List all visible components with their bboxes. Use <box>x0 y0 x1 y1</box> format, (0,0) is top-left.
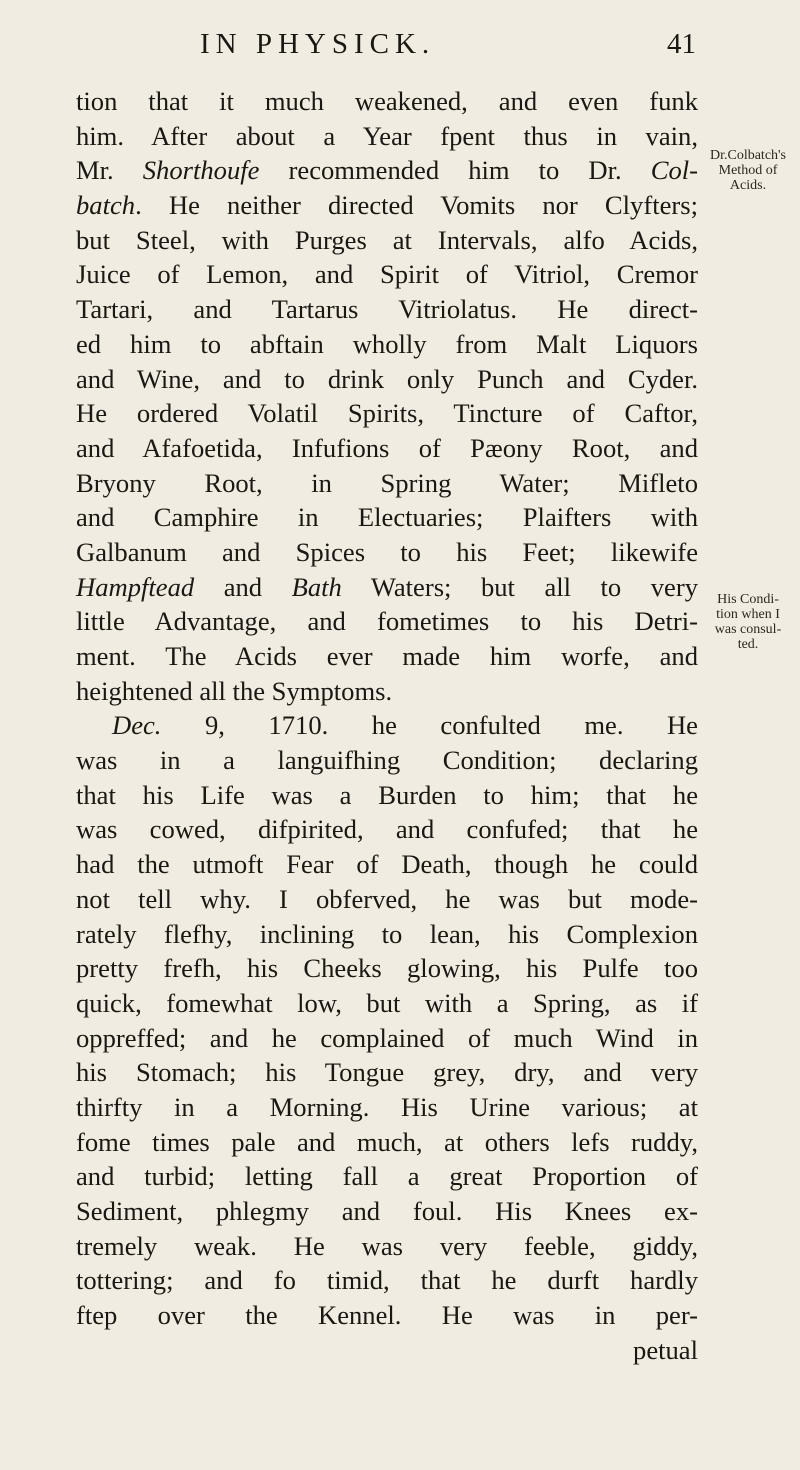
text-line <box>76 570 698 605</box>
margin-note-condition <box>698 592 798 652</box>
text-segment: recommended him to Dr. <box>259 155 651 186</box>
text-line <box>76 708 698 743</box>
margin-note-line: was consul- <box>714 622 782 637</box>
text-line: rately flefhy, inclining to lean, his Complexion <box>76 918 698 949</box>
text-line: him. After about a Year fpent thus in vain, <box>76 120 698 151</box>
margin-note-line: ted. <box>737 637 759 652</box>
text-line: little Advantage, and fometimes to his Detri- <box>76 606 698 637</box>
italic-date: Dec. <box>112 710 162 741</box>
text-line <box>76 153 698 188</box>
margin-note-line: Acids. <box>729 178 767 193</box>
text-line: and turbid; letting fall a great Proportion of <box>76 1161 698 1192</box>
text-line: heightened all the Symptoms. <box>76 675 393 706</box>
text-line: Sediment, phlegmy and foul. His Knees ex- <box>76 1196 698 1226</box>
text-segment: 9, 1710. he confulted me. He <box>161 710 698 741</box>
text-line: and Afafoetida, Infufions of Pæony Root, and <box>76 432 698 463</box>
text-line: pretty frefh, his Cheeks glowing, his Pulfe too <box>76 953 698 984</box>
text-line: and Wine, and to drink only Punch and Cyder. <box>76 363 698 394</box>
text-line: but Steel, with Purges at Intervals, alfo Acids, <box>76 224 698 255</box>
page-number: 41 <box>667 28 696 60</box>
catchword: petual <box>633 1334 698 1365</box>
text-line: tremely weak. He was very feeble, giddy, <box>76 1230 698 1261</box>
margin-note-line: His Condi- <box>717 592 779 607</box>
italic-name: Hampftead <box>76 571 195 602</box>
margin-note-line: Method of <box>718 163 778 178</box>
text-line: Tartari, and Tartarus Vitriolatus. He direct- <box>76 294 698 325</box>
text-line: that his Life was a Burden to him; that he <box>76 779 698 810</box>
text-segment: . He neither directed Vomits nor Clyfters; <box>135 190 698 221</box>
text-segment: and <box>194 571 292 602</box>
text-line: his Stomach; his Tongue grey, dry, and very <box>76 1057 698 1088</box>
text-line: ed him to abftain wholly from Malt Liquors <box>76 328 698 359</box>
italic-name: batch <box>76 190 136 221</box>
margin-note-method <box>698 148 798 193</box>
text-line: oppreffed; and he complained of much Wind in <box>76 1022 698 1053</box>
text-line <box>76 188 698 223</box>
running-title: IN PHYSICK. <box>200 28 436 60</box>
text-line: was in a languifhing Condition; declaring <box>76 745 698 776</box>
text-line: Juice of Lemon, and Spirit of Vitriol, Cremor <box>76 259 698 290</box>
text-line: tottering; and fo timid, that he durft hardly <box>76 1265 698 1296</box>
text-line: ftep over the Kennel. He was in per- <box>76 1300 698 1331</box>
text-line: fome times pale and much, at others lefs ruddy, <box>76 1126 698 1157</box>
text-line: Bryony Root, in Spring Water; Mifleto <box>76 467 698 498</box>
margin-note-line: tion when I <box>716 607 780 622</box>
margin-note-line: Dr.Colbatch's <box>709 148 786 163</box>
text-segment: Mr. <box>76 155 143 186</box>
italic-name: Col- <box>650 155 698 186</box>
text-line: had the utmoft Fear of Death, though he could <box>76 849 698 880</box>
text-line: and Camphire in Electuaries; Plaifters with <box>76 502 698 533</box>
text-line: quick, fomewhat low, but with a Spring, as if <box>76 987 698 1018</box>
text-line: He ordered Volatil Spirits, Tincture of Caftor, <box>76 398 698 429</box>
text-segment: Waters; but all to very <box>341 571 698 602</box>
text-line: was cowed, difpirited, and confufed; that he <box>76 814 698 845</box>
text-line: tion that it much weakened, and even funk <box>76 86 698 116</box>
text-line: ment. The Acids ever made him worfe, and <box>76 641 698 671</box>
text-line: thirfty in a Morning. His Urine various; at <box>76 1091 698 1122</box>
text-line: not tell why. I obferved, he was but mode- <box>76 883 698 914</box>
italic-name: Shorthoufe <box>142 155 260 186</box>
body-text <box>76 84 698 1367</box>
text-line: Galbanum and Spices to his Feet; likewife <box>76 536 698 567</box>
italic-name: Bath <box>291 571 342 602</box>
